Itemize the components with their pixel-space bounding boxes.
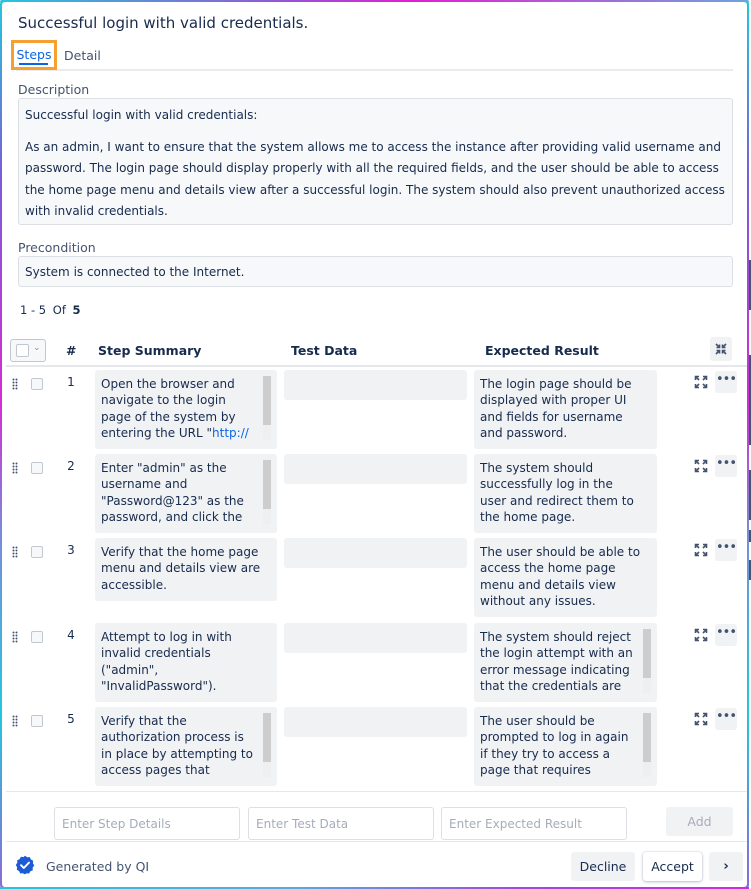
expand-icon[interactable] [694,459,708,473]
pager-total: 5 [72,303,81,317]
step-summary-cell[interactable] [95,538,277,601]
table-row [6,370,747,454]
drag-handle-icon[interactable] [12,378,20,390]
step-number: 3 [67,543,75,557]
more-actions-button[interactable] [715,624,737,646]
collapse-icon [710,337,732,361]
generated-by-label: Generated by QI [46,859,150,874]
column-header-expected-result: Expected Result [485,343,599,358]
expected-result-cell[interactable] [474,538,657,617]
verified-badge-icon [15,855,35,875]
step-summary-cell[interactable] [95,454,277,533]
test-data-cell[interactable] [284,707,467,737]
dialog-title: Successful login with valid credentials. [18,14,309,32]
precondition-label: Precondition [18,240,96,255]
select-all-checkbox[interactable] [16,344,29,357]
expected-result-text: The system should successfully log in the user and redirect them to the home page. [480,461,634,524]
drag-handle-icon[interactable] [12,546,20,558]
table-row [6,623,747,707]
step-number: 1 [67,375,75,389]
chevron-right-icon: › [723,859,729,874]
scrollbar[interactable] [643,629,651,693]
expected-result-text: The user should be able to access the home page menu and details view without any issues. [480,545,641,608]
test-data-input[interactable] [248,807,434,840]
url-link[interactable]: http:// [212,425,249,440]
step-summary-cell[interactable] [95,623,277,702]
add-step-row [6,791,747,842]
footer [6,843,747,887]
expected-result-text: The system should reject the login attempt with an error message indicating that the credentials are [480,630,633,693]
expand-icon[interactable] [694,628,708,642]
tab-bar [16,42,733,71]
more-icon: ••• [715,540,736,555]
expected-result-cell[interactable] [474,370,657,449]
more-icon: ••• [715,625,736,640]
column-header-test-data: Test Data [291,343,358,358]
description-box [18,98,733,225]
step-summary-text: Enter "admin" as the username and "Password@123" as the password, and click the [101,461,244,524]
scrollbar[interactable] [263,460,271,524]
collapse-all-button[interactable] [710,337,732,361]
drag-handle-icon[interactable] [12,462,20,474]
step-number: 5 [67,712,75,726]
pagination-summary [20,303,81,317]
more-icon: ••• [715,456,736,471]
drag-handle-icon[interactable] [12,631,20,643]
column-header-number: # [66,343,77,358]
expand-icon[interactable] [694,543,708,557]
accept-button[interactable]: Accept [643,852,702,881]
step-summary-text: Attempt to log in with invalid credentials ("admin", "InvalidPassword"). [101,630,232,693]
row-checkbox[interactable] [31,378,43,390]
more-icon: ••• [715,709,736,724]
step-number: 2 [67,459,75,473]
step-summary-text: Verify that the authorization process is in place by attempting to access pages that [101,714,253,777]
test-data-cell[interactable] [284,454,467,484]
test-data-cell[interactable] [284,538,467,568]
test-data-cell[interactable] [284,623,467,653]
more-actions-button[interactable] [715,539,737,561]
next-button[interactable] [709,852,743,881]
description-paragraph: Successful login with valid credentials: [25,108,258,122]
step-summary-cell[interactable] [95,370,277,449]
step-details-input[interactable] [54,807,240,840]
more-actions-button[interactable] [715,455,737,477]
pager-range: 1 - 5 [20,303,47,317]
tab-steps-label: Steps [16,47,52,62]
drag-handle-icon[interactable] [12,715,20,727]
expected-result-cell[interactable] [474,707,657,786]
step-number: 4 [67,628,75,642]
expected-result-cell[interactable] [474,623,657,702]
row-checkbox[interactable] [31,715,43,727]
scrollbar[interactable] [263,713,271,777]
tab-steps[interactable] [11,40,57,70]
more-icon: ••• [715,372,736,387]
description-label: Description [18,82,90,97]
expected-result-cell[interactable] [474,454,657,533]
row-checkbox[interactable] [31,631,43,643]
decline-button[interactable]: Decline [571,852,635,881]
more-actions-button[interactable] [715,371,737,393]
expand-icon[interactable] [694,712,708,726]
column-header-step-summary: Step Summary [98,343,202,358]
expected-result-text: The login page should be displayed with proper UI and fields for username and password. [480,377,632,440]
active-tab-indicator [19,63,48,65]
more-actions-button[interactable] [715,708,737,730]
table-header [6,336,747,367]
table-row [6,454,747,538]
scrollbar[interactable] [643,713,651,777]
step-summary-cell[interactable] [95,707,277,786]
select-all-dropdown[interactable] [10,339,46,362]
expand-icon[interactable] [694,375,708,389]
description-paragraph: As an admin, I want to ensure that the system allows me to access the instance after providing valid username and password. The login page should display properly with all the required fields, and the user should be able to access the home page menu and details view after a successful login. The system should also prevent unauthorized access with invalid credentials. [25,139,725,218]
expected-result-text: The user should be prompted to log in again if they try to access a page that requires [480,714,629,777]
row-checkbox[interactable] [31,546,43,558]
pager-of: Of [52,303,66,317]
tab-detail[interactable]: Detail [64,48,101,63]
precondition-box: System is connected to the Internet. [18,256,733,287]
expected-result-input[interactable] [441,807,627,840]
table-row [6,538,747,622]
table-row [6,707,747,791]
test-data-cell[interactable] [284,370,467,400]
scrollbar[interactable] [263,376,271,440]
row-checkbox[interactable] [31,462,43,474]
step-summary-text: Verify that the home page menu and details view are accessible. [101,545,261,592]
add-step-button[interactable]: Add [666,807,733,836]
step-summary-text: Open the browser and navigate to the login page of the system by entering the URL " [101,377,236,440]
chevron-down-icon: ⌄ [33,343,41,353]
